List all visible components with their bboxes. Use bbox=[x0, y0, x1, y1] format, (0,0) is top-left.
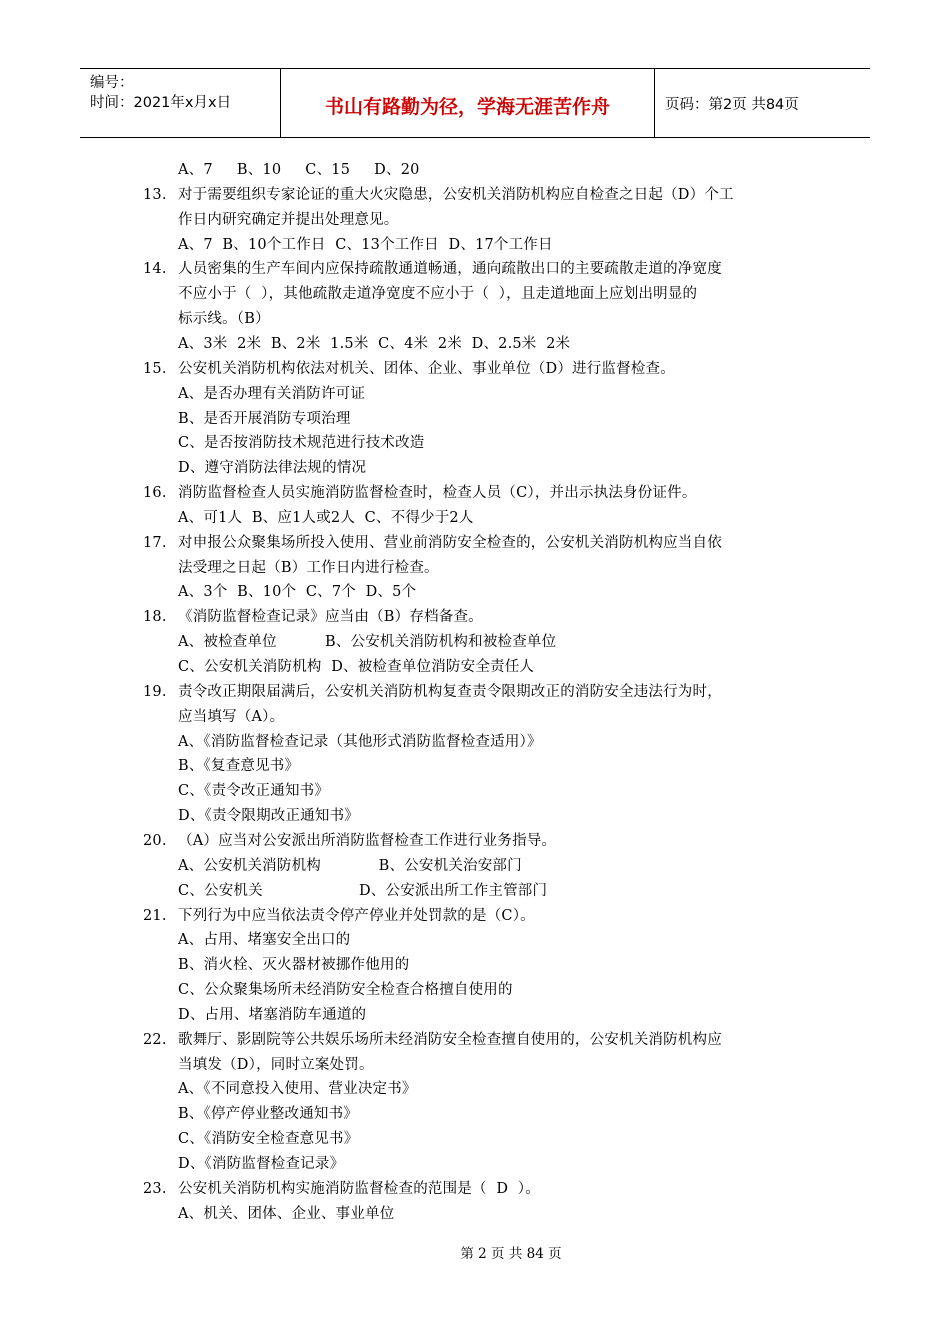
answer-options: A、被检查单位 B、公安机关消防机构和被检查单位 bbox=[178, 634, 557, 650]
question-number: 22. bbox=[143, 1032, 167, 1048]
question-number: 19. bbox=[143, 684, 167, 700]
header-meta bbox=[80, 69, 281, 137]
question-number: 23. bbox=[143, 1181, 167, 1197]
question-number: 18. bbox=[143, 609, 167, 625]
answer-options: A、《消防监督检查记录（其他形式消防监督检查适用）》 bbox=[178, 734, 542, 750]
question-text: （A）应当对公安派出所消防监督检查工作进行业务指导。 bbox=[178, 833, 557, 849]
answer-options: A、7 B、10个工作日 C、13个工作日 D、17个工作日 bbox=[178, 237, 553, 253]
answer-options: A、3个 B、10个 C、7个 D、5个 bbox=[178, 584, 417, 600]
answer-options: C、《责令改正通知书》 bbox=[178, 783, 330, 799]
question-text: 责令改正期限届满后，公安机关消防机构复查责令限期改正的消防安全违法行为时， bbox=[178, 684, 722, 700]
answer-options: D、占用、堵塞消防车通道的 bbox=[178, 1007, 367, 1023]
question-text: 公安机关消防机构依法对机关、团体、企业、事业单位（D）进行监督检查。 bbox=[178, 361, 675, 377]
answer-options: A、可1人 B、应1人或2人 C、不得少于2人 bbox=[178, 510, 474, 526]
question-text-continued: 法受理之日起（B）工作日内进行检查。 bbox=[178, 560, 439, 576]
answer-options: A、3米 2米 B、2米 1.5米 C、4米 2米 D、2.5米 2米 bbox=[178, 336, 571, 352]
answer-options: A、是否办理有关消防许可证 bbox=[178, 386, 366, 402]
question-number: 16. bbox=[143, 485, 167, 501]
header-page-info: 页码：第2页 共84页 bbox=[665, 96, 799, 113]
question-text: 人员密集的生产车间内应保持疏散通道畅通，通向疏散出口的主要疏散走道的净宽度 bbox=[178, 261, 722, 277]
answer-options: A、占用、堵塞安全出口的 bbox=[178, 932, 351, 948]
question-number: 14. bbox=[143, 261, 167, 277]
question-text: 对申报公众聚集场所投入使用、营业前消防安全检查的，公安机关消防机构应当自依 bbox=[178, 535, 722, 551]
answer-options: C、公安机关 D、公安派出所工作主管部门 bbox=[178, 883, 548, 899]
question-number: 21. bbox=[143, 908, 167, 924]
question-text: 对于需要组织专家论证的重大火灾隐患，公安机关消防机构应自检查之日起（D）个工 bbox=[178, 187, 734, 203]
answer-options: C、公众聚集场所未经消防安全检查合格擅自使用的 bbox=[178, 982, 513, 998]
answer-options: D、《消防监督检查记录》 bbox=[178, 1156, 345, 1172]
question-number: 15. bbox=[143, 361, 167, 377]
page-footer: 第 2 页 共 84 页 bbox=[460, 1246, 562, 1262]
question-text-continued: 作日内研究确定并提出处理意见。 bbox=[178, 212, 399, 228]
question-text-continued: 当填发（D），同时立案处罚。 bbox=[178, 1057, 374, 1073]
answer-options: D、遵守消防法律法规的情况 bbox=[178, 460, 367, 476]
question-text: 消防监督检查人员实施消防监督检查时，检查人员（C），并出示执法身份证件。 bbox=[178, 485, 697, 501]
answer-options: C、是否按消防技术规范进行技术改造 bbox=[178, 435, 425, 451]
question-text-continued: 应当填写（A）。 bbox=[178, 709, 285, 725]
answer-options: A、机关、团体、企业、事业单位 bbox=[178, 1206, 395, 1222]
question-text: 《消防监督检查记录》应当由（B）存档备查。 bbox=[178, 609, 483, 625]
question-text: 歌舞厅、影剧院等公共娱乐场所未经消防安全检查擅自使用的，公安机关消防机构应 bbox=[178, 1032, 722, 1048]
answer-options: C、《消防安全检查意见书》 bbox=[178, 1131, 359, 1147]
answer-options: B、《停产停业整改通知书》 bbox=[178, 1106, 359, 1122]
answer-options: A、公安机关消防机构 B、公安机关治安部门 bbox=[178, 858, 522, 874]
answer-options: C、公安机关消防机构 D、被检查单位消防安全责任人 bbox=[178, 659, 535, 675]
answer-options: A、7 B、10 C、15 D、20 bbox=[178, 162, 420, 178]
question-text-continued: 不应小于（ ），其他疏散走道净宽度不应小于（ ），且走道地面上应划出明显的 bbox=[178, 286, 698, 302]
answer-options: D、《责令限期改正通知书》 bbox=[178, 808, 359, 824]
question-text: 公安机关消防机构实施消防监督检查的范围是（ D ）。 bbox=[178, 1181, 540, 1197]
question-number: 17. bbox=[143, 535, 167, 551]
number-label: 编号： bbox=[90, 75, 134, 91]
header-motto: 书山有路勤为径，学海无涯苦作舟 bbox=[281, 69, 655, 137]
answer-options: B、消火栓、灭火器材被挪作他用的 bbox=[178, 957, 410, 973]
question-text: 下列行为中应当依法责令停产停业并处罚款的是（C）。 bbox=[178, 908, 535, 924]
question-text-continued: 标示线。（B） bbox=[178, 311, 270, 327]
question-number: 20. bbox=[143, 833, 167, 849]
question-number: 13. bbox=[143, 187, 167, 203]
page-header bbox=[80, 68, 870, 138]
time-label: 时间：2021年x月x日 bbox=[90, 95, 232, 111]
answer-options: A、《不同意投入使用、营业决定书》 bbox=[178, 1081, 417, 1097]
answer-options: B、是否开展消防专项治理 bbox=[178, 411, 351, 427]
answer-options: B、《复查意见书》 bbox=[178, 758, 300, 774]
